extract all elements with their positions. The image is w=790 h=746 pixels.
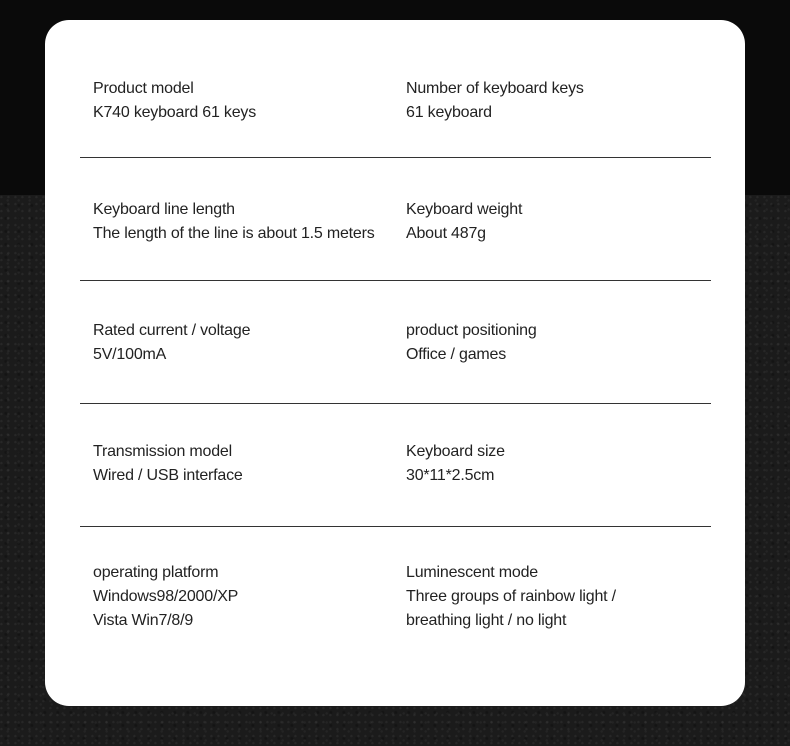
spec-row [80,319,711,404]
spec-value: The length of the line is about 1.5 meters [93,225,375,242]
spec-label: Transmission model [93,443,232,460]
spec-row [80,440,711,527]
spec-value: 30*11*2.5cm [406,467,495,484]
spec-value: 5V/100mA [93,346,167,363]
spec-value: Vista Win7/8/9 [93,612,194,629]
spec-label: Keyboard line length [93,201,235,218]
spec-label: Rated current / voltage [93,322,251,339]
spec-label: product positioning [406,322,537,339]
spec-label: Product model [93,80,194,97]
spec-cell-luminescent-mode [406,561,706,633]
spec-value: breathing light / no light [406,612,567,629]
spec-value: Windows98/2000/XP [93,588,239,605]
spec-cell-product-model [93,77,393,125]
spec-cell-transmission-model [93,440,393,488]
spec-label: Number of keyboard keys [406,80,584,97]
spec-row [80,561,711,641]
spec-value: K740 keyboard 61 keys [93,104,257,121]
spec-label: Keyboard size [406,443,505,460]
spec-label: Luminescent mode [406,564,538,581]
spec-label: operating platform [93,564,219,581]
spec-label: Keyboard weight [406,201,523,218]
spec-row [80,77,711,158]
spec-cell-line-length [93,198,393,246]
spec-value: 61 keyboard [406,104,492,121]
spec-cell-operating-platform [93,561,393,633]
spec-card [45,20,745,706]
spec-cell-keyboard-keys [406,77,706,125]
spec-value: Office / games [406,346,507,363]
spec-value: About 487g [406,225,486,242]
spec-cell-product-positioning [406,319,706,367]
spec-value: Three groups of rainbow light / [406,588,616,605]
spec-cell-keyboard-weight [406,198,706,246]
spec-cell-rated-current [93,319,393,367]
spec-value: Wired / USB interface [93,467,243,484]
spec-row [80,198,711,281]
spec-cell-keyboard-size [406,440,706,488]
